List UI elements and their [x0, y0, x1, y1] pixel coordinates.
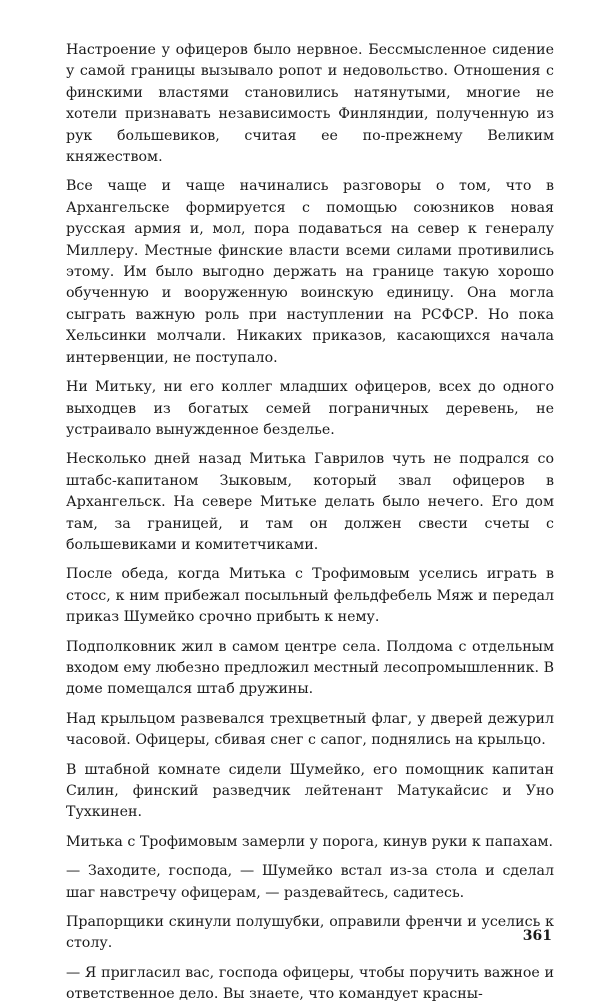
paragraph: — Я пригласил вас, господа офицеры, чтобы поручить важное и ответственное дело. Вы знаете, что командует красны- — [66, 964, 554, 1003]
paragraph: Все чаще и чаще начинались разговоры о том, что в Архангельске формируется с помощью союзников новая русская армия и, мол, пора подаваться на север к генералу Миллеру. Местные финские власти всеми силами противились этому. Им было выгодно держать на границе такую хорошо обученную и вооруженную воинскую единицу. Она могла сыграть важную роль при наступлении на РСФСР. Но пока Хельсинки молчали. Никаких приказов, касающихся начала интервенции, не поступало. — [66, 178, 554, 366]
paragraph: Прапорщики скинули полушубки, оправили френчи и уселись к столу. — [66, 914, 554, 952]
paragraph: В штабной комнате сидели Шумейко, его помощник капитан Силин, финский разведчик лейтенант Матукайсис и Уно Тухкинен. — [66, 761, 554, 821]
page-number: 361 — [522, 928, 552, 944]
paragraph: Митька с Трофимовым замерли у порога, кинув руки к папахам. — [66, 833, 554, 850]
paragraph: Ни Митьку, ни его коллег младших офицеров, всех до одного выходцев из богатых семей пограничных деревень, не устраивало вынужденное безделье. — [66, 379, 554, 438]
paragraph: Настроение у офицеров было нервное. Бессмысленное сидение у самой границы вызывало ропот и недовольство. Отношения с финскими властями становились натянутыми, многие не хотели признавать независимость Финляндии, полученную из рук большевиков, считая ее по-прежнему Великим княжеством. — [66, 42, 554, 166]
paragraph: — Заходите, господа, — Шумейко встал из-за стола и сделал шаг навстречу офицерам, — раздевайтесь, садитесь. — [66, 863, 554, 901]
paragraph: Подполковник жил в самом центре села. Полдома с отдельным входом ему любезно предложил местный лесопромышленник. В доме помещался штаб дружины. — [66, 638, 554, 698]
paragraph: Над крыльцом развевался трехцветный флаг, у дверей дежурил часовой. Офицеры, сбивая снег с сапог, поднялись на крыльцо. — [66, 710, 554, 749]
paragraph: После обеда, когда Митька с Трофимовым уселись играть в стосс, к ним прибежал посыльный фельдфебель Мяж и передал приказ Шумейко срочно прибыть к нему. — [66, 566, 554, 626]
paragraph: Несколько дней назад Митька Гаврилов чуть не подрался со штабс-капитаном Зыковым, который звал офицеров в Архангельск. На севере Митьке делать было нечего. Его дом там, за границей, и там он должен свести счеты с большевиками и комитетчиками. — [66, 451, 554, 553]
